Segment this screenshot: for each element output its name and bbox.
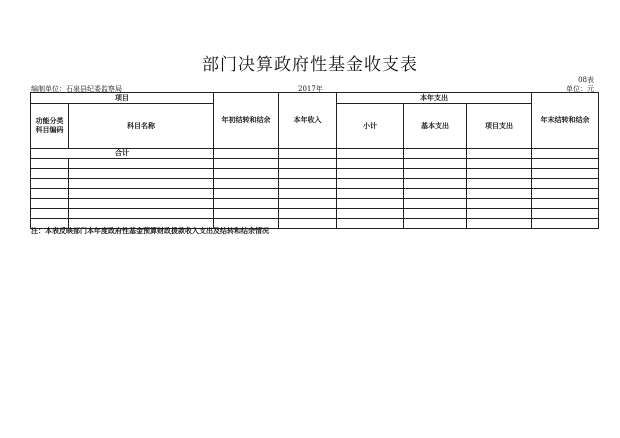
header-closing-balance: 年末结转和结余 bbox=[532, 93, 599, 149]
currency-unit-label: 单位：元 bbox=[566, 85, 594, 93]
table-cell bbox=[31, 179, 69, 189]
table-cell bbox=[467, 209, 532, 219]
table-cell bbox=[279, 179, 337, 189]
table-cell bbox=[532, 189, 599, 199]
table-cell bbox=[337, 169, 404, 179]
fund-table bbox=[30, 92, 599, 229]
table-cell bbox=[31, 159, 69, 169]
table-row bbox=[31, 209, 599, 219]
table-cell bbox=[279, 169, 337, 179]
header-project: 项目 bbox=[31, 93, 214, 104]
table-cell bbox=[31, 209, 69, 219]
table-cell bbox=[214, 159, 279, 169]
header-project-expenditure: 项目支出 bbox=[467, 104, 532, 149]
table-cell bbox=[467, 159, 532, 169]
table-cell bbox=[214, 209, 279, 219]
table-cell bbox=[337, 219, 404, 229]
table-cell bbox=[532, 209, 599, 219]
table-cell bbox=[279, 199, 337, 209]
table-cell bbox=[214, 169, 279, 179]
table-row bbox=[31, 179, 599, 189]
table-cell bbox=[404, 169, 467, 179]
table-cell bbox=[532, 159, 599, 169]
header-function-code: 功能分类 科目编码 bbox=[31, 104, 69, 149]
header-opening-balance: 年初结转和结余 bbox=[214, 93, 279, 149]
table-cell bbox=[337, 159, 404, 169]
table-cell bbox=[404, 189, 467, 199]
table-cell bbox=[214, 189, 279, 199]
table-cell bbox=[337, 179, 404, 189]
table-cell bbox=[404, 209, 467, 219]
table-cell bbox=[69, 159, 214, 169]
table-cell bbox=[214, 199, 279, 209]
page-title: 部门决算政府性基金收支表 bbox=[202, 55, 418, 75]
header-basic-expenditure: 基本支出 bbox=[404, 104, 467, 149]
table-cell bbox=[31, 189, 69, 199]
header-current-income: 本年收入 bbox=[279, 93, 337, 149]
table-cell bbox=[279, 219, 337, 229]
table-row bbox=[31, 169, 599, 179]
footnote: 注：本表反映部门本年度政府性基金预算财政拨款收入支出及结转和结余情况 bbox=[31, 227, 269, 235]
table-cell bbox=[467, 189, 532, 199]
total-cell bbox=[404, 149, 467, 159]
table-cell bbox=[404, 199, 467, 209]
total-cell bbox=[279, 149, 337, 159]
table-cell bbox=[279, 209, 337, 219]
table-cell bbox=[69, 179, 214, 189]
table-cell bbox=[467, 169, 532, 179]
table-cell bbox=[532, 169, 599, 179]
total-row-label: 合计 bbox=[31, 149, 214, 159]
table-row bbox=[31, 159, 599, 169]
table-row bbox=[31, 199, 599, 209]
header-current-year-expenditure: 本年支出 bbox=[337, 93, 532, 104]
table-cell bbox=[31, 199, 69, 209]
table-cell bbox=[337, 199, 404, 209]
header-subject-name: 科目名称 bbox=[69, 104, 214, 149]
table-cell bbox=[532, 199, 599, 209]
table-cell bbox=[337, 209, 404, 219]
table-cell bbox=[467, 219, 532, 229]
table-cell bbox=[69, 169, 214, 179]
table-row bbox=[31, 189, 599, 199]
unit-org-label: 编制单位：石泉县纪委监察局 bbox=[31, 85, 122, 93]
total-cell bbox=[337, 149, 404, 159]
table-cell bbox=[69, 189, 214, 199]
table-cell bbox=[467, 199, 532, 209]
year-label: 2017年 bbox=[298, 85, 323, 93]
table-cell bbox=[337, 189, 404, 199]
table-cell bbox=[532, 219, 599, 229]
table-cell bbox=[467, 179, 532, 189]
table-cell bbox=[532, 179, 599, 189]
total-cell bbox=[214, 149, 279, 159]
total-cell bbox=[467, 149, 532, 159]
table-cell bbox=[404, 179, 467, 189]
table-cell bbox=[404, 159, 467, 169]
header-subtotal: 小计 bbox=[337, 104, 404, 149]
table-cell bbox=[214, 179, 279, 189]
table-cell bbox=[31, 169, 69, 179]
table-cell bbox=[69, 199, 214, 209]
table-cell bbox=[279, 189, 337, 199]
table-cell bbox=[69, 209, 214, 219]
total-cell bbox=[532, 149, 599, 159]
table-cell bbox=[279, 159, 337, 169]
form-number: 08表 bbox=[578, 76, 594, 84]
table-cell bbox=[404, 219, 467, 229]
